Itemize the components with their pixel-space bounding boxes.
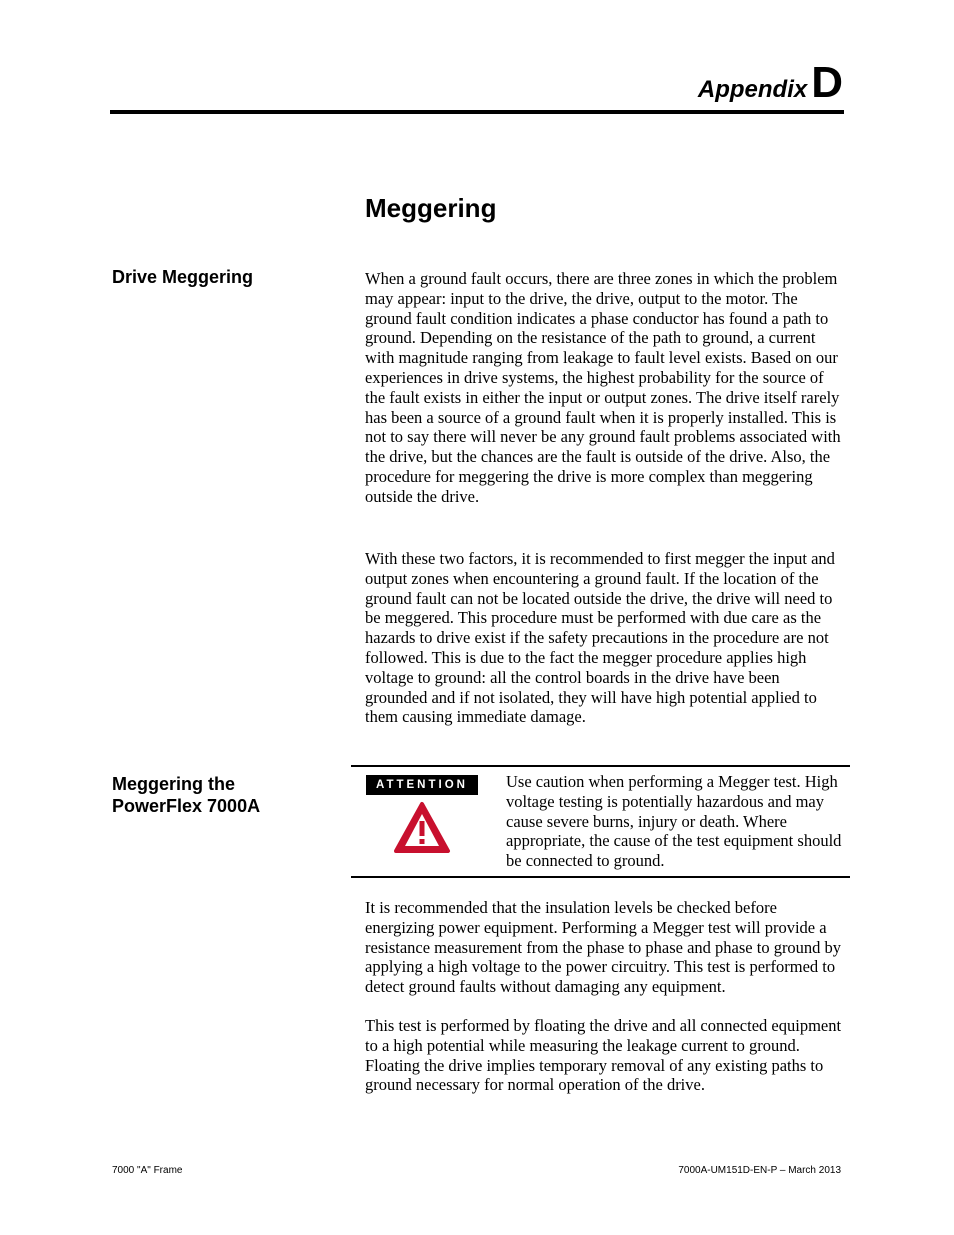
paragraph-megger-recommendation: With these two factors, it is recommended to first megger the input and output zones when encountering a ground fault. If the location of the ground fault can not be located outside the drive, the drive will need to be meggered. This procedure must be performed with due care as the hazards to drive exist if the safety precautions in the procedure are not followed. This is due to the fact the megger procedure applies high voltage to ground: all the control boards in the drive have been grounded and if not isolated, they will have high potential applied to them causing immediate damage. bbox=[365, 549, 835, 727]
appendix-word: Appendix bbox=[697, 76, 808, 103]
appendix-letter: D bbox=[811, 58, 843, 107]
paragraph-floating-drive: This test is performed by floating the drive and all connected equipment to a high potential while measuring the leakage current to ground. Floating the drive implies temporary removal of any existing paths to ground necessary for normal operation of the drive. bbox=[365, 1016, 842, 1095]
appendix-heading bbox=[698, 58, 843, 108]
page-title: Meggering bbox=[365, 193, 497, 223]
section-heading-meggering-powerflex: Meggering the PowerFlex 7000A bbox=[112, 774, 261, 816]
header-rule bbox=[110, 110, 844, 114]
paragraph-ground-fault-zones: When a ground fault occurs, there are three zones in which the problem may appear: input to the drive, the drive, output to the motor. The ground fault condition indicates a phase conductor has found a path to ground. Depending on the resistance of the path to ground, a current with magnitude ranging from leakage to fault level exists. Based on our experiences in drive systems, the highest probability for the source of the fault exists in either the input or output zones. The drive itself rarely has been a source of a ground fault when it is properly installed. This is not to say there will never be any ground fault problems associated with the drive, but the chances are the fault is outside of the drive. Also, the procedure for meggering the drive is more complex than meggering outside the drive. bbox=[365, 269, 841, 506]
warning-triangle-icon bbox=[393, 801, 451, 855]
attention-text: Use caution when performing a Megger test. High voltage testing is potentially hazardous and may cause severe burns, injury or death. Where appropriate, the cause of the test equipment should be connected to ground. bbox=[506, 772, 842, 871]
footer-left: 7000 "A" Frame bbox=[112, 1165, 183, 1176]
attention-label: ATTENTION bbox=[366, 775, 478, 795]
paragraph-insulation-levels: It is recommended that the insulation levels be checked before energizing power equipment. Performing a Megger test will provide a resistance measurement from the phase to phase and phase to ground by applying a high voltage to the power circuitry. This test is performed to detect ground faults without damaging any equipment. bbox=[365, 898, 842, 997]
attention-bottom-rule bbox=[351, 876, 850, 878]
section-heading-drive-meggering: Drive Meggering bbox=[112, 267, 254, 287]
footer-right: 7000A-UM151D-EN-P – March 2013 bbox=[678, 1165, 841, 1176]
attention-top-rule bbox=[351, 765, 850, 767]
